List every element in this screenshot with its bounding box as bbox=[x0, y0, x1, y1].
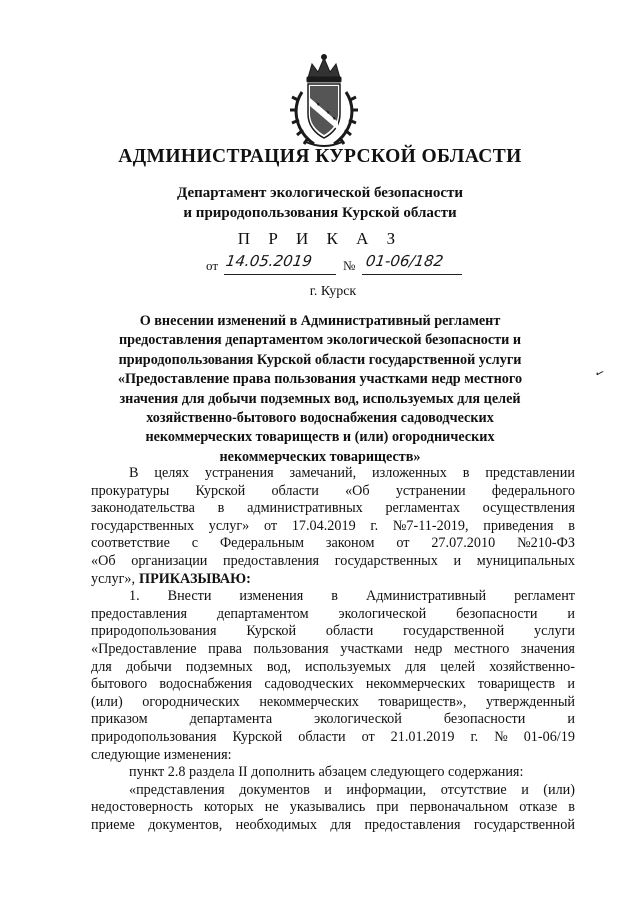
order-body bbox=[91, 465, 575, 834]
body-line: соответствие с Федеральным законом от 27.07.2010 №210-ФЗ bbox=[91, 535, 575, 552]
body-line: услуг», ПРИКАЗЫВАЮ: bbox=[91, 570, 251, 587]
order-title bbox=[0, 312, 640, 467]
body-line: (или) огороднических некоммерческих товариществ», утвержденный bbox=[91, 693, 575, 710]
body-line: приказом департамента экологической безопасности и bbox=[91, 711, 575, 728]
number-prefix: № bbox=[343, 258, 356, 273]
body-line: «Об организации предоставления государственных и муниципальных bbox=[91, 552, 575, 569]
stray-mark: ✓ bbox=[592, 366, 607, 382]
date-number-line bbox=[206, 252, 466, 278]
body-line: для добычи подземных вод, используемых для целей хозяйственно- bbox=[91, 658, 575, 675]
body-line: «Предоставление права пользования участками недр местного значения bbox=[91, 640, 575, 657]
date-prefix: от bbox=[206, 258, 219, 273]
body-line: недостоверность которых не указывались при первоначальном отказе в bbox=[91, 799, 575, 816]
body-line: пункт 2.8 раздела II дополнить абзацем следующего содержания: bbox=[129, 764, 524, 781]
body-line: бытового водоснабжения садоводческих некоммерческих товариществ и bbox=[91, 676, 575, 693]
body-line: природопользования Курской области от 21.01.2019 г. № 01-06/19 bbox=[91, 728, 575, 745]
body-line: В целях устранения замечаний, изложенных в представлении bbox=[129, 465, 575, 481]
title-line: «Предоставление права пользования участками недр местного bbox=[117, 371, 523, 388]
body-line: приеме документов, необходимых для предоставления государственной bbox=[91, 816, 575, 833]
title-line: предоставления департаментом экологической безопасности и bbox=[118, 332, 522, 349]
handwritten-date: 14.05.2019 bbox=[224, 252, 314, 270]
body-line: следующие изменения: bbox=[91, 746, 232, 763]
department-line: и природопользования Курской области bbox=[183, 205, 457, 221]
body-line: законодательства в административных регламентах осуществления bbox=[91, 500, 575, 517]
body-line: 1. Внести изменения в Административный регламент bbox=[129, 588, 575, 605]
city: г. Курск bbox=[309, 284, 357, 299]
body-line: прокуратуры Курской области «Об устранении федерального bbox=[91, 482, 575, 499]
title-line: О внесении изменений в Административный регламент bbox=[139, 313, 501, 329]
organization-title: АДМИНИСТРАЦИЯ КУРСКОЙ ОБЛАСТИ bbox=[118, 146, 522, 167]
kursk-coat-of-arms-icon bbox=[288, 52, 360, 152]
order-keyword: ПРИКАЗЫВАЮ: bbox=[139, 570, 251, 587]
handwritten-number: 01-06/182 bbox=[364, 252, 445, 270]
document-type: П Р И К А З bbox=[237, 229, 403, 248]
title-line: хозяйственно-бытового водоснабжения садоводческих bbox=[146, 410, 494, 427]
body-line: природопользования Курской области государственной услуги bbox=[91, 623, 575, 640]
date-underline bbox=[224, 274, 336, 275]
department-line: Департамент экологической безопасности bbox=[176, 185, 464, 201]
title-line: некоммерческих товариществ и (или) огороднических bbox=[145, 429, 495, 446]
title-line: природопользования Курской области государственной услуги bbox=[118, 351, 522, 368]
number-underline bbox=[362, 274, 462, 275]
title-line: некоммерческих товариществ» bbox=[219, 448, 421, 465]
department-name bbox=[0, 183, 640, 223]
title-line: значения для добычи подземных вод, используемых для целей bbox=[119, 390, 521, 407]
body-line: «представления документов и информации, отсутствие и (или) bbox=[129, 781, 575, 798]
body-line: предоставления департаментом экологической безопасности и bbox=[91, 605, 575, 622]
body-line: государственных услуг» от 17.04.2019 г. №7-11-2019, приведения в bbox=[91, 517, 575, 534]
